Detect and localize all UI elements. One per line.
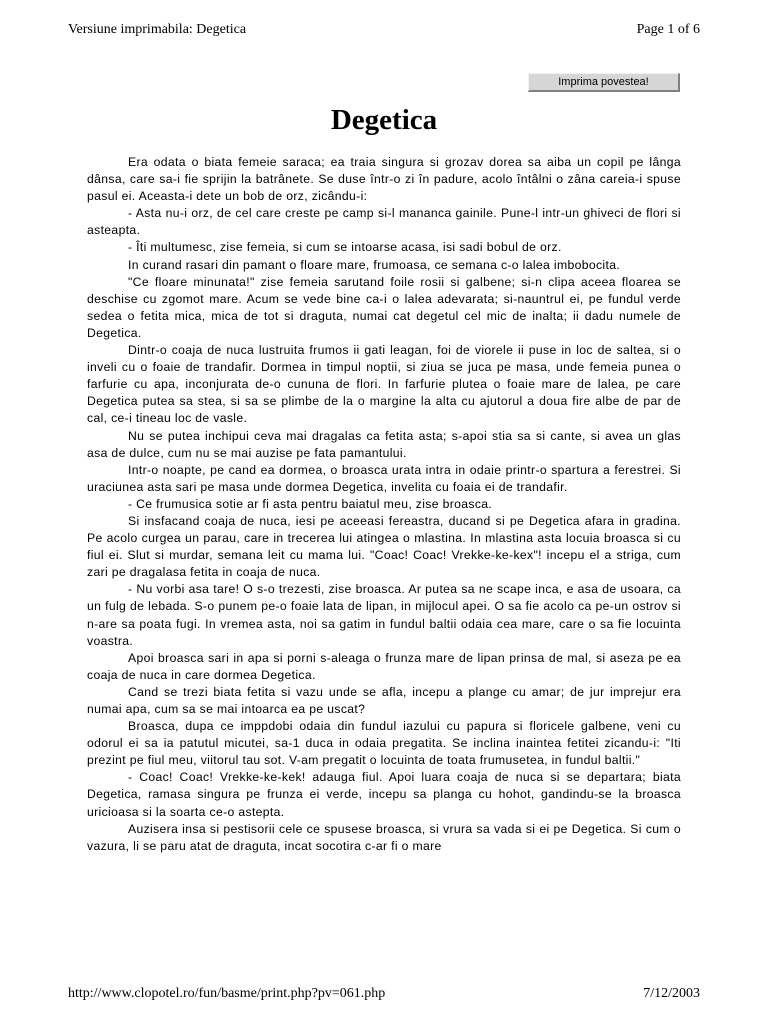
story-title: Degetica (330, 104, 438, 136)
story-paragraph: - Asta nu-i orz, de cel care creste pe camp si-l mananca gainile. Pune-l intr-un ghiveci de flori si asteapta. (87, 206, 681, 238)
story-paragraph: - Nu vorbi asa tare! O s-o trezesti, zise broasca. Ar putea sa ne scape inca, e asa de usoara, ca un fulg de lebada. S-o punem pe-o foaie lata de lipan, in mijlocul apei. O sa fie acolo ca pe-un ostrov si n-are sa poata fugi. In vremea asta, noi sa gatim in fundul baltii odaia cea mare, care o sa fie locuinta voastra. (87, 582, 681, 648)
story-paragraph: - Coac! Coac! Vrekke-ke-kek! adauga fiul. Apoi luara coaja de nuca si se departara; biata Degetica, ramasa singura pe frunza ei verde, incepu sa planga cu hohot, gandindu-se la broasca uricioasa si la soarta ce-o astepta. (87, 770, 681, 819)
story-paragraph: In curand rasari din pamant o floare mare, frumoasa, ce semana c-o lalea imbobocita. (128, 257, 621, 272)
story-paragraph: Intr-o noapte, pe cand ea dormea, o broasca urata intra in odaie printr-o spartura a ferestrei. Si uraciunea asta sari pe masa unde dormea Degetica, invelita cu foaia ei de trandafir. (87, 462, 681, 494)
story-paragraph: Era odata o biata femeie saraca; ea traia singura si grozav dorea sa aiba un copil pe lânga dânsa, care sa-i fie sprijin la batrânete. Se duse într-o zi în padure, acolo întâlni o zâna careia-i spuse pasul ei. Aceasta-i dete un bob de orz, zicându-i: (87, 155, 681, 204)
story-paragraph: Dintr-o coaja de nuca lustruita frumos ii gati leagan, foi de viorele ii puse in loc de saltea, si o inveli cu o foaie de trandafir. Dormea in timpul noptii, si ziua se juca pe masa, unde femeia punea o farfurie cu apa, inconjurata de-o cununa de flori. In farfurie plutea o foaie mare de lalea, pe care Degetica putea sa stea, si sa se plimbe de la o margine la alta cu ajutorul a doua fire albe de par de cal, ce-i tineau loc de vasle. (87, 343, 681, 426)
story-paragraph: Cand se trezi biata fetita si vazu unde se afla, incepu a plange cu amar; de jur imprejur era numai apa, cum sa se mai intoarca ea pe uscat? (87, 684, 681, 716)
page-header (68, 22, 700, 38)
story-body (87, 154, 681, 855)
header-title: Versiune imprimabila: Degetica (68, 22, 247, 37)
source-url: http://www.clopotel.ro/fun/basme/print.php?pv=061.php (68, 986, 386, 1001)
story-paragraph: "Ce floare minunata!" zise femeia sarutand foile rosii si galbene; si-n clipa aceea floarea se deschise cu zgomot mare. Acum se vede bine ca-i o lalea adevarata; si-nauntrul ei, pe fundul verde sedea o fetita mica, mica de tot si draguta, numai cat degetul cel mic de inalta; ii dadu numele de Degetica. (87, 274, 681, 340)
story-paragraph: Apoi broasca sari in apa si porni s-aleaga o frunza mare de lipan prinsa de mal, si aseza pe ea coaja de nuca in care dormea Degetica. (87, 650, 681, 682)
story-paragraph: - Ce frumusica sotie ar fi asta pentru baiatul meu, zise broasca. (128, 496, 493, 511)
story-paragraph: Si insfacand coaja de nuca, iesi pe aceeasi fereastra, ducand si pe Degetica afara in gradina. Pe acolo curgea un parau, care in trecerea lui atingea o mlastina. In mlastina asta locuia broasca si cu fiul ei. Slut si murdar, semana leit cu mama lui. "Coac! Coac! Vrekke-ke-kex"! incepu el a striga, cum zari pe dragalasa fetita in coaja de nuca. (87, 513, 681, 580)
page-footer (68, 986, 700, 1002)
story-paragraph: - Îti multumesc, zise femeia, si cum se intoarse acasa, isi sadi bobul de orz. (128, 240, 562, 255)
story-paragraph: Broasca, dupa ce imppdobi odaia din fundul iazului cu papura si floricele galbene, veni cu odorul ei sa ia patutul micutei, sa-1 duca in odaia pregatita. Se inclina inaintea fetitei zicandu-i: "Iti prezint pe fiul meu, viitorul tau sot. V-am pregatit o locuinta de toata frumusetea, in fundul baltii." (87, 719, 681, 768)
story-paragraph: Nu se putea inchipui ceva mai dragalas ca fetita asta; s-apoi stia sa si cante, si avea un glas asa de dulce, cum nu se mai auzise pe fata pamantului. (87, 428, 681, 460)
story-paragraph: Auzisera insa si pestisorii cele ce spusese broasca, si vrura sa vada si ei pe Degetica. Si cum o vazura, li se paru atat de draguta, incat socotira c-ar fi o mare (87, 821, 681, 853)
print-date: 7/12/2003 (643, 986, 700, 1001)
print-story-button[interactable]: Imprima povestea! (528, 73, 680, 92)
page-number: Page 1 of 6 (636, 22, 700, 37)
